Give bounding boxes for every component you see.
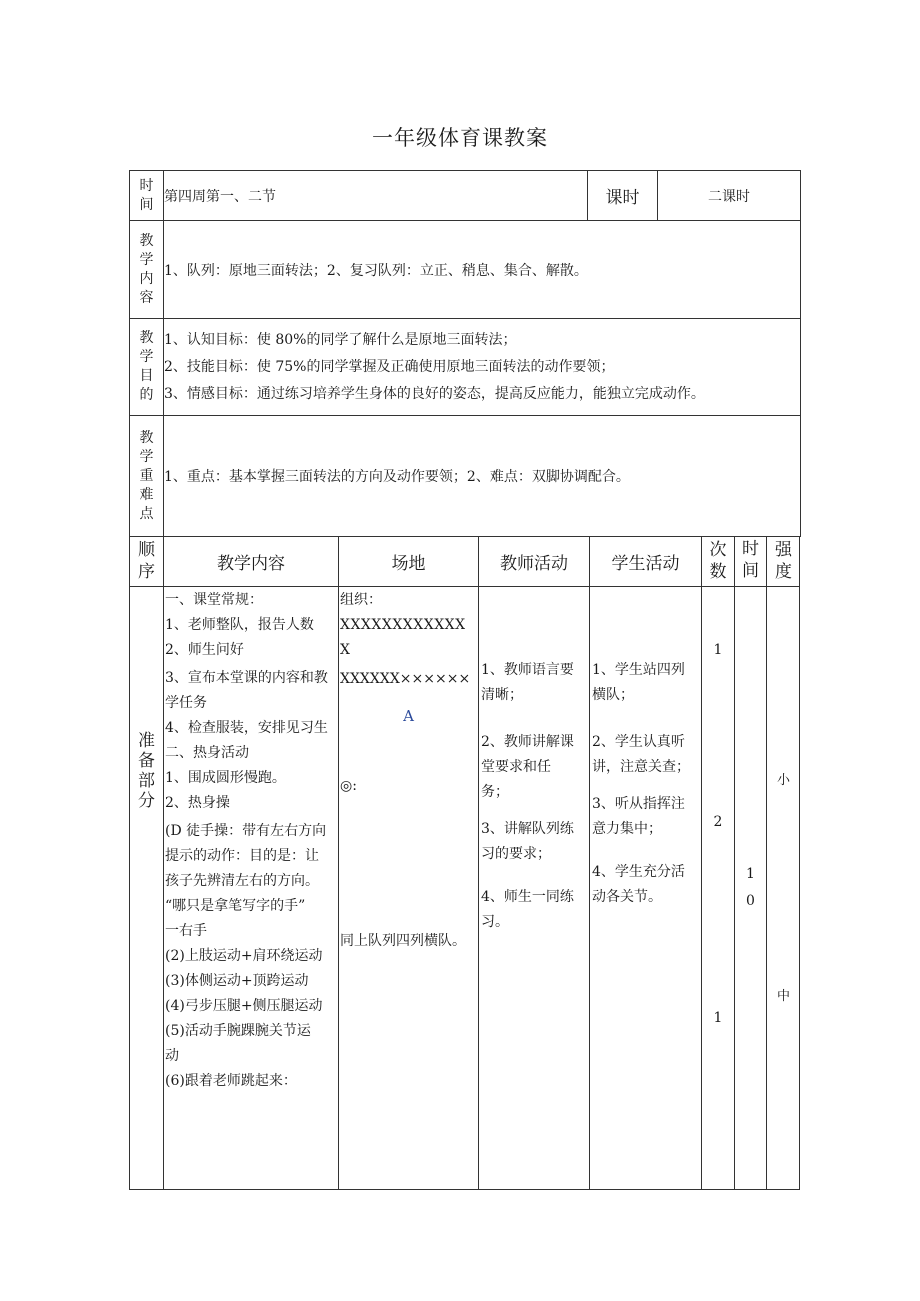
content-line: 二、热身活动 <box>165 745 249 761</box>
content-line: (6)跟着老师跳起来： <box>165 1073 297 1089</box>
goal-line: 1、认知目标：使 80%的同学了解什么是原地三面转法； <box>164 331 517 348</box>
header-duration <box>735 536 766 586</box>
header-duration-text: 时间 <box>742 539 759 581</box>
col-divider <box>163 536 164 1189</box>
teacher-line: 习的要求； <box>481 846 551 862</box>
key-label-text: 教学重难点 <box>139 429 154 522</box>
header-intensity-text: 强度 <box>775 540 792 582</box>
teacher-line: 2、教师讲解课 <box>481 734 574 750</box>
page-title: 一年级体育课教案 <box>372 126 548 150</box>
header-content: 教学内容 <box>217 553 285 574</box>
section-venue <box>340 588 477 954</box>
section-content <box>165 588 337 1094</box>
student-line: 讲，注意关查； <box>592 759 690 775</box>
teacher-line: 4、师生一同练 <box>481 889 574 905</box>
duration-digit: 0 <box>746 893 755 909</box>
content-line: “哪只是拿笔写字的手” <box>165 898 306 914</box>
teacher-line: 清晰； <box>481 687 523 703</box>
section-teacher <box>481 658 589 935</box>
content-line: 3、宣布本堂课的内容和教 <box>165 670 328 686</box>
venue-formation-row: XXXXXXXXXXXX <box>340 617 466 633</box>
section-label <box>138 731 158 811</box>
goal-line: 2、技能目标：使 75%的同学掌握及正确使用原地三面转法的动作要领； <box>164 358 615 375</box>
venue-formation-row: X <box>340 642 350 658</box>
header-intensity <box>767 536 800 586</box>
teacher-line: 3、讲解队列练 <box>481 821 574 837</box>
venue-note: 同上队列四列横队。 <box>340 933 466 949</box>
time-label <box>130 171 164 221</box>
student-line: 意力集中； <box>592 821 662 837</box>
goal-value <box>164 319 801 416</box>
header-venue: 场地 <box>391 553 426 574</box>
content-line: 提示的动作：目的是：让 <box>165 848 319 864</box>
content-line: (3)体侧运动+顶跨运动 <box>165 973 309 989</box>
col-divider <box>338 536 339 1189</box>
content-label-text: 教学内容 <box>139 232 154 306</box>
times-3: 1 <box>713 1010 723 1026</box>
student-line: 横队； <box>592 687 634 703</box>
goal-label <box>130 319 164 416</box>
header-times-text: 次数 <box>709 540 727 582</box>
lesson-plan-table <box>129 170 800 537</box>
content-line: 4、检查服装，安排见习生 <box>165 720 328 736</box>
section-student <box>592 658 702 910</box>
intensity-low: 小 <box>776 773 790 788</box>
key-value: 1、重点：基本掌握三面转法的方向及动作要领；2、难点：双脚协调配合。 <box>164 416 801 537</box>
col-divider <box>478 536 479 1189</box>
section-label-text: 准备部分 <box>138 731 155 811</box>
content-value: 1、队列：原地三面转法；2、复习队列：立正、稍息、集合、解散。 <box>164 221 801 319</box>
period-value: 二课时 <box>658 171 801 221</box>
student-line: 2、学生认真听 <box>592 734 685 750</box>
duration-digit: 1 <box>746 866 755 882</box>
header-teacher: 教师活动 <box>500 553 568 574</box>
content-line: (5)活动手腕踝腕关节运 <box>165 1023 311 1039</box>
time-value: 第四周第一、二节 <box>164 171 588 221</box>
header-student: 学生活动 <box>611 553 680 574</box>
times-2: 2 <box>713 814 723 830</box>
goal-line: 3、情感目标：通过练习培养学生身体的良好的姿态，提高反应能力，能独立完成动作。 <box>164 385 705 402</box>
teacher-line: 习。 <box>481 914 509 930</box>
col-divider <box>589 536 590 1189</box>
content-line: (2)上肢运动+肩环绕运动 <box>165 948 323 964</box>
content-line: 一、课堂常规： <box>165 592 263 608</box>
times-1: 1 <box>713 642 723 658</box>
student-line: 动各关节。 <box>592 889 662 905</box>
header-divider <box>130 586 799 587</box>
intensity-mid: 中 <box>776 989 790 1004</box>
content-line: 孩子先辨清左右的方向。 <box>165 873 319 889</box>
venue-formation-row: XXXXXX×××××× <box>340 671 471 687</box>
procedure-grid <box>129 536 800 1190</box>
venue-circle-mark: ◎: <box>340 778 357 794</box>
teacher-line: 务； <box>481 784 509 800</box>
header-order <box>130 536 163 586</box>
content-label <box>130 221 164 319</box>
content-line: 1、老师整队，报告人数 <box>165 617 314 633</box>
student-line: 4、学生充分活 <box>592 864 685 880</box>
key-label <box>130 416 164 537</box>
teacher-line: 1、教师语言要 <box>481 662 574 678</box>
goal-label-text: 教学目的 <box>139 330 154 403</box>
venue-teacher-mark: A <box>403 707 414 725</box>
period-label: 课时 <box>588 171 658 221</box>
student-line: 1、学生站四列 <box>592 662 685 678</box>
content-line: (4)弓步压腿+侧压腿运动 <box>165 998 323 1014</box>
header-order-text: 顺序 <box>138 540 155 582</box>
content-line: 2、热身操 <box>165 795 230 811</box>
time-label-text: 时间 <box>139 177 154 213</box>
col-divider <box>766 536 767 1189</box>
content-line: (D 徒手操：带有左右方向 <box>165 823 327 839</box>
content-line: 动 <box>165 1048 179 1064</box>
content-line: 一右手 <box>165 923 207 939</box>
header-times <box>702 536 734 586</box>
content-line: 1、围成圆形慢跑。 <box>165 770 286 786</box>
content-line: 学任务 <box>165 695 207 711</box>
student-line: 3、听从指挥注 <box>592 796 685 812</box>
content-line: 2、师生问好 <box>165 642 244 658</box>
venue-org: 组织： <box>340 592 382 608</box>
teacher-line: 堂要求和任 <box>481 759 551 775</box>
